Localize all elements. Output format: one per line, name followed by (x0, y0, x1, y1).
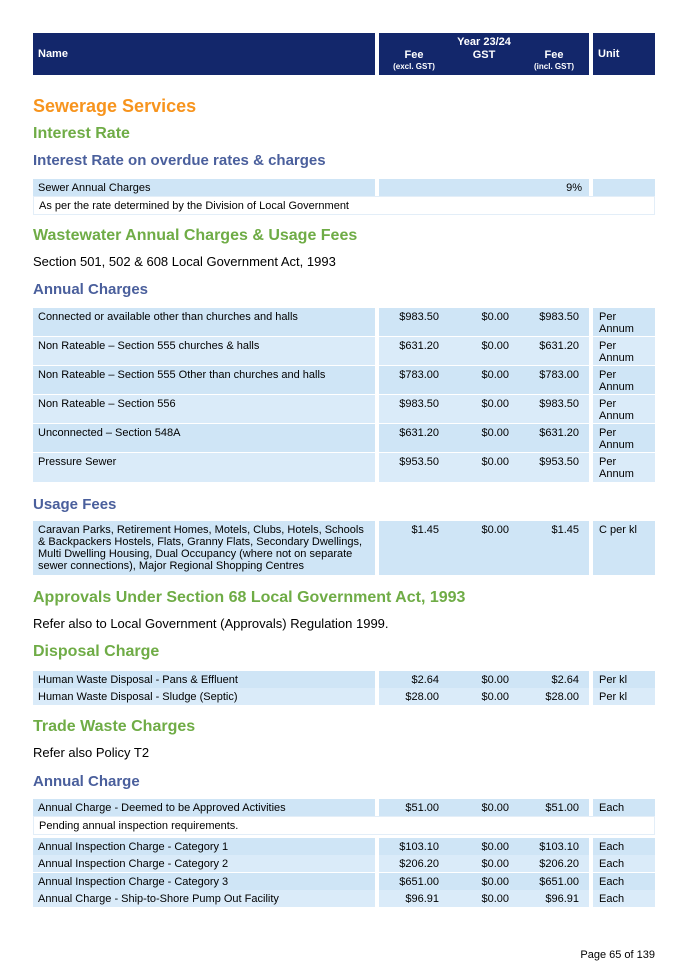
row-fee: $2.64 (411, 674, 439, 686)
row-fee: $631.20 (399, 427, 439, 439)
row-fee-incl: $783.00 (539, 369, 579, 381)
table-row (33, 453, 655, 482)
row-gst: $0.00 (481, 456, 509, 468)
row-name: Non Rateable – Section 555 churches & halls (38, 340, 260, 352)
row-fee-incl: $953.50 (539, 456, 579, 468)
row-name: Unconnected – Section 548A (38, 427, 181, 439)
row-name: Annual Inspection Charge - Category 2 (38, 858, 229, 870)
row-name: Annual Inspection Charge - Category 1 (38, 841, 229, 853)
header-year-label: Year 23/24 (457, 36, 511, 48)
row-note (33, 196, 655, 215)
row-fee: $631.20 (399, 340, 439, 352)
row-fee-incl: $96.91 (545, 893, 579, 905)
row-fee: $51.00 (405, 802, 439, 814)
table-header (33, 33, 655, 75)
row-unit: Each (599, 841, 625, 853)
row-unit: Per Annum (599, 427, 634, 451)
row-value: 9% (566, 182, 582, 194)
header-name (33, 33, 375, 75)
row-unit: Per kl (599, 674, 628, 686)
row-note (33, 816, 655, 835)
note-text: Pending annual inspection requirements. (39, 820, 239, 832)
row-name: Human Waste Disposal - Pans & Effluent (38, 674, 238, 686)
table-row (33, 838, 655, 855)
wastewater-text: Section 501, 502 & 608 Local Government Act, 1993 (33, 254, 336, 269)
table-row (33, 179, 655, 196)
row-unit: Per kl (599, 691, 628, 703)
row-name: Human Waste Disposal - Sludge (Septic) (38, 691, 238, 703)
row-fee-incl: $631.20 (539, 340, 579, 352)
approvals-title: Approvals Under Section 68 Local Government Act, 1993 (33, 589, 466, 606)
row-gst: $0.00 (481, 524, 509, 536)
row-name: Pressure Sewer (38, 456, 117, 468)
header-year (379, 33, 589, 75)
page-number: Page 65 of 139 (580, 949, 655, 961)
table-row (33, 873, 655, 890)
row-unit: Per Annum (599, 311, 634, 335)
table-row (33, 671, 655, 688)
row-gst: $0.00 (481, 691, 509, 703)
row-fee-incl: $103.10 (539, 841, 579, 853)
row-unit: C per kl (599, 524, 637, 536)
row-name: Connected or available other than churches and halls (38, 311, 298, 323)
row-gst: $0.00 (481, 802, 509, 814)
interest-subtitle: Interest Rate on overdue rates & charges (33, 152, 326, 169)
row-fee: $1.45 (411, 524, 439, 536)
row-gst: $0.00 (481, 893, 509, 905)
header-fee-excl-label: Fee (404, 49, 424, 61)
row-gst: $0.00 (481, 398, 509, 410)
row-fee: $96.91 (405, 893, 439, 905)
row-gst: $0.00 (481, 427, 509, 439)
header-gst-label: GST (472, 49, 496, 61)
header-fee-incl-label: Fee (544, 49, 564, 61)
row-fee: $783.00 (399, 369, 439, 381)
row-unit: Per Annum (599, 456, 634, 480)
row-fee-incl: $651.00 (539, 876, 579, 888)
table-row (33, 688, 655, 705)
trade-waste-title: Trade Waste Charges (33, 718, 196, 735)
row-gst: $0.00 (481, 841, 509, 853)
annual-charges-title: Annual Charges (33, 281, 149, 298)
disposal-title: Disposal Charge (33, 643, 160, 660)
row-unit: Each (599, 858, 625, 870)
row-unit: Per Annum (599, 398, 634, 422)
approvals-text: Refer also to Local Government (Approvals) Regulation 1999. (33, 616, 389, 631)
note-text: As per the rate determined by the Division of Local Government (39, 200, 349, 212)
row-name: Annual Charge - Deemed to be Approved Activities (38, 802, 286, 814)
row-gst: $0.00 (481, 674, 509, 686)
row-gst: $0.00 (481, 340, 509, 352)
table-row (33, 424, 655, 452)
row-fee-incl: $631.20 (539, 427, 579, 439)
row-fee-incl: $1.45 (551, 524, 579, 536)
row-name: Non Rateable – Section 555 Other than churches and halls (38, 369, 326, 381)
row-gst: $0.00 (481, 858, 509, 870)
header-unit (593, 33, 655, 75)
row-name: Caravan Parks, Retirement Homes, Motels, Clubs, Hotels, Schools & Backpackers Hostels, Flats, Granny Flats, Secondary Dwellings, Multi Dwelling Housing, Dual Occupancy (where not on separate sewer connections), Major Regional Shopping Centres (38, 524, 364, 572)
row-fee-incl: $983.50 (539, 398, 579, 410)
annual-charge-title: Annual Charge (33, 773, 140, 790)
row-fee: $28.00 (405, 691, 439, 703)
usage-fees-title: Usage Fees (33, 496, 117, 513)
row-fee: $651.00 (399, 876, 439, 888)
table-row (33, 855, 655, 872)
row-fee-incl: $2.64 (551, 674, 579, 686)
row-unit: Each (599, 876, 625, 888)
table-row (33, 799, 655, 816)
header-fee-excl-sub: (excl. GST) (393, 62, 435, 71)
table-row (33, 337, 655, 365)
row-name: Sewer Annual Charges (38, 182, 151, 194)
header-fee-excl (379, 49, 449, 71)
row-fee-incl: $51.00 (545, 802, 579, 814)
table-row (33, 366, 655, 394)
row-name: Non Rateable – Section 556 (38, 398, 176, 410)
row-fee-incl: $983.50 (539, 311, 579, 323)
row-fee: $103.10 (399, 841, 439, 853)
row-fee: $983.50 (399, 311, 439, 323)
header-fee-incl-sub: (incl. GST) (534, 62, 574, 71)
row-unit: Per Annum (599, 340, 634, 364)
header-name-label: Name (38, 48, 68, 60)
trade-waste-text: Refer also Policy T2 (33, 745, 150, 760)
row-fee: $983.50 (399, 398, 439, 410)
table-row (33, 308, 655, 336)
row-fee: $953.50 (399, 456, 439, 468)
row-name: Annual Charge - Ship-to-Shore Pump Out Facility (38, 893, 279, 905)
table-row (33, 890, 655, 907)
row-unit: Each (599, 802, 625, 814)
row-unit: Per Annum (599, 369, 634, 393)
row-fee-incl: $206.20 (539, 858, 579, 870)
table-row (33, 395, 655, 423)
header-unit-label: Unit (598, 48, 620, 60)
row-name: Annual Inspection Charge - Category 3 (38, 876, 229, 888)
interest-title: Interest Rate (33, 125, 130, 142)
header-gst (449, 49, 519, 61)
row-gst: $0.00 (481, 311, 509, 323)
row-gst: $0.00 (481, 876, 509, 888)
section-title: Sewerage Services (33, 96, 197, 116)
row-fee: $206.20 (399, 858, 439, 870)
row-unit: Each (599, 893, 625, 905)
row-gst: $0.00 (481, 369, 509, 381)
header-fee-incl (519, 49, 589, 71)
row-fee-incl: $28.00 (545, 691, 579, 703)
wastewater-title: Wastewater Annual Charges & Usage Fees (33, 227, 358, 244)
table-row (33, 521, 655, 575)
